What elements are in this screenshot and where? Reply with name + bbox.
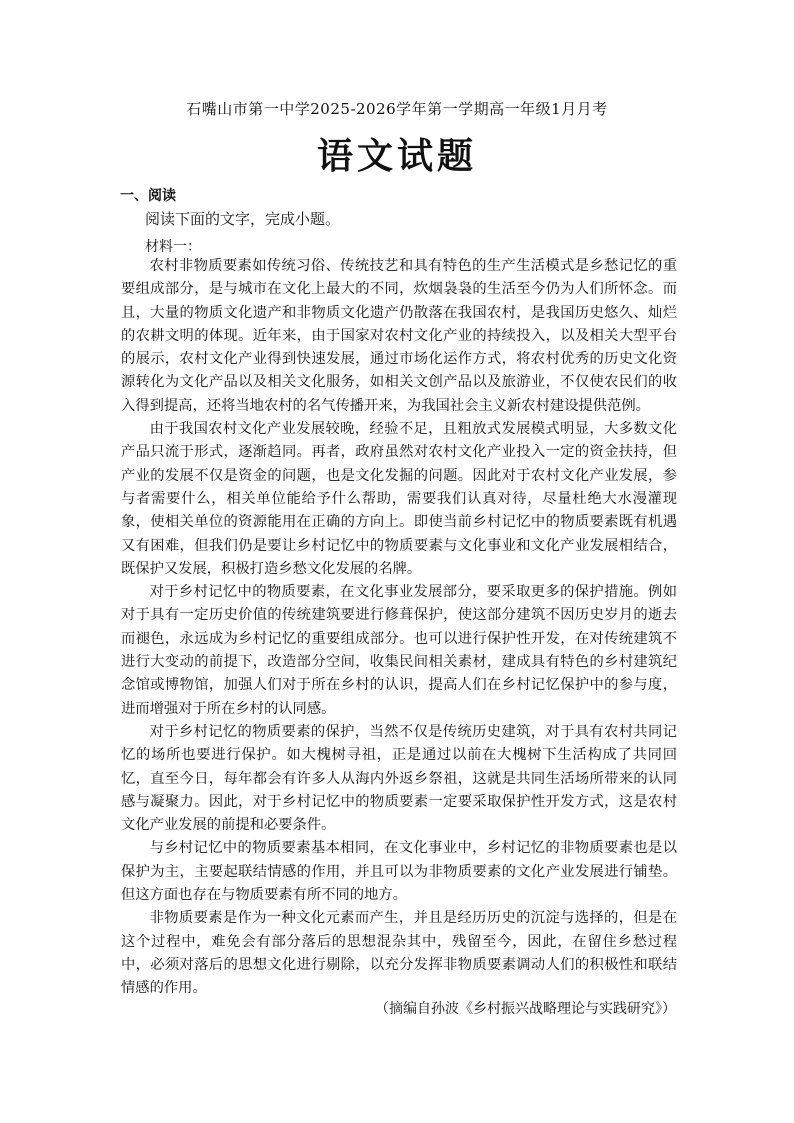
section-heading: 一、阅读 (120, 188, 176, 204)
passage-paragraph-5: 与乡村记忆中的物质要素基本相同，在文化事业中，乡村记忆的非物质要素也是以保护为主，主要起联结情感的作用，并且可以为非物质要素的文化产业发展进行铺垫。但这方面也存在与物质要素有所不同的地方。 (121, 840, 677, 904)
exam-header: 石嘴山市第一中学2025-2026学年第一学期高一年级1月月考 (186, 100, 608, 118)
page-title: 语文试题 (316, 136, 477, 177)
passage-paragraph-1: 农村非物质要素如传统习俗、传统技艺和具有特色的生产生活模式是乡愁记忆的重要组成部分，是与城市在文化上最大的不同，炊烟袅袅的生活至今仍为人们所怀念。而且，大量的物质文化遗产和非物质文化遗产仍散落在我国农村，是我国历史悠久、灿烂的农耕文明的体现。近年来，由于国家对农村文化产业的持续投入，以及相关大型平台的展示，农村文化产业得到快速发展，通过市场化运作方式，将农村优秀的历史文化资源转化为文化产品以及相关文化服务，如相关文创产品以及旅游业，不仅使农民们的收入得到提高，还将当地农村的名气传播开来，为我国社会主义新农村建设提供范例。 (121, 258, 677, 414)
material-label: 材料一： (145, 239, 201, 255)
passage-paragraph-6: 非物质要素是作为一种文化元素而产生，并且是经历历史的沉淀与选择的，但是在这个过程中，难免会有部分落后的思想混杂其中，残留至今，因此，在留住乡愁过程中，必须对落后的思想文化进行剔除，以充分发挥非物质要素调动人们的积极性和联结情感的作用。 (121, 910, 677, 997)
passage-paragraph-4: 对于乡村记忆的物质要素的保护，当然不仅是传统历史建筑，对于具有农村共同记忆的场所也要进行保护。如大槐树寻祖，正是通过以前在大槐树下生活构成了共同回忆，直至今日，每年都会有许多人从海内外返乡祭祖，这就是共同生活场所带来的认同感与凝聚力。因此，对于乡村记忆中的物质要素一定要采取保护性开发方式，这是农村文化产业发展的前提和必要条件。 (121, 723, 677, 834)
reading-instruction: 阅读下面的文字，完成小题。 (145, 210, 341, 228)
source-citation: （摘编自孙波《乡村振兴战略理论与实践研究》） (375, 1001, 676, 1017)
passage-paragraph-2: 由于我国农村文化产业发展较晚，经验不足，且粗放式发展模式明显，大多数文化产品只流于形式，逐渐趋同。再者，政府虽然对农村文化产业投入一定的资金扶持，但产业的发展不仅是资金的问题，也是文化发掘的问题。因此对于农村文化产业发展，参与者需要什么，相关单位能给予什么帮助，需要我们认真对待，尽量杜绝大水漫灌现象，使相关单位的资源能用在正确的方向上。即使当前乡村记忆中的物质要素既有机遇又有困难，但我们仍是要让乡村记忆中的物质要素与文化事业和文化产业发展相结合，既保护又发展，积极打造乡愁文化发展的名牌。 (121, 421, 677, 577)
passage-paragraph-3: 对于乡村记忆中的物质要素，在文化事业发展部分，要采取更多的保护措施。例如对于具有一定历史价值的传统建筑要进行修葺保护，使这部分建筑不因历史岁月的逝去而褪色，永远成为乡村记忆的重要组成部分。也可以进行保护性开发，在对传统建筑不进行大变动的前提下，改造部分空间，收集民间相关素材，建成具有特色的乡村建筑纪念馆或博物馆，加强人们对于所在乡村的认识，提高人们在乡村记忆保护中的参与度，进而增强对于所在乡村的认同感。 (121, 584, 677, 717)
reading-passage (121, 255, 677, 1001)
